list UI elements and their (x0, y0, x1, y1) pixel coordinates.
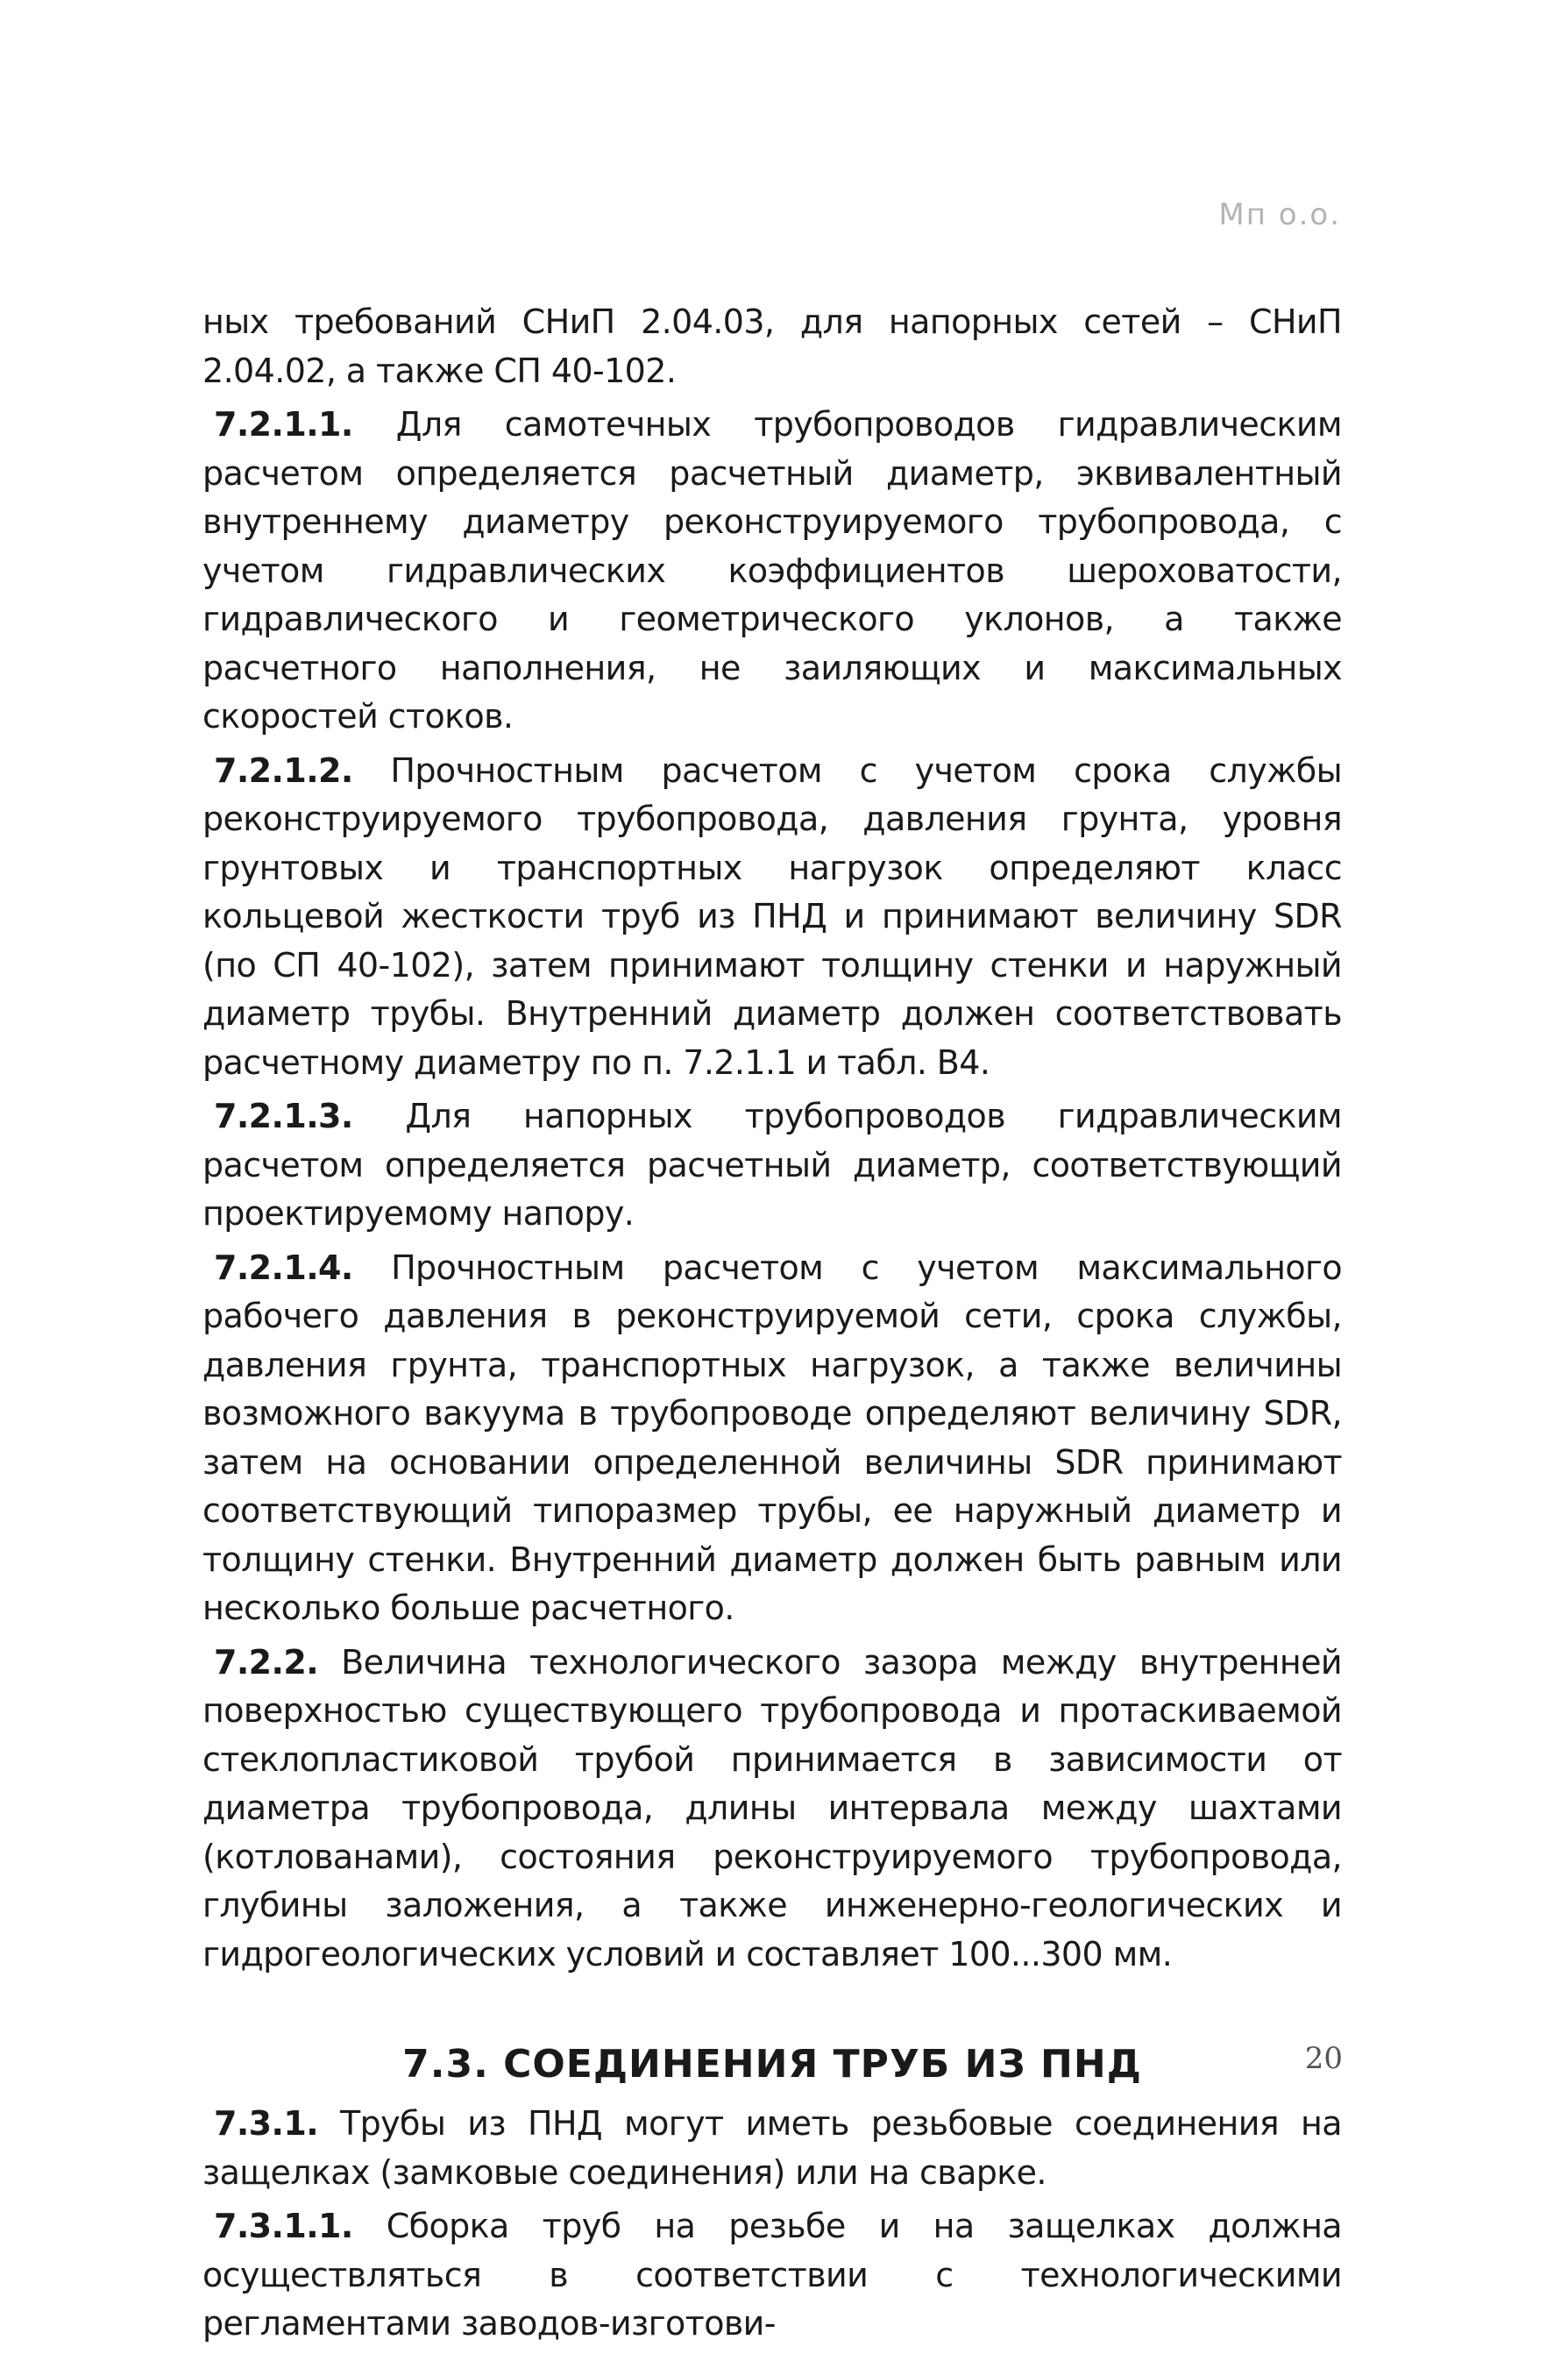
paragraph-7-2-2 (202, 1639, 1342, 1980)
paragraph-text: Величина технологического зазора между внутренней поверхностью существующего трубопровода и протаскиваемой стеклопластиковой трубой принимается в зависимости от диаметра трубопровода, длины интервала между шахтами (котлованами), состояния реконструируемого трубопровода, глубины заложения, а также инженерно-геологических и гидрогеологических условий и составляет 100...300 мм. (202, 1642, 1342, 1974)
clause-number: 7.3.1. (214, 2104, 319, 2143)
clause-number: 7.2.1.4. (214, 1248, 353, 1287)
page-body (202, 298, 1342, 2354)
clause-number: 7.2.1.2. (214, 750, 353, 790)
paragraph-text: Прочностным расчетом с учетом максимального рабочего давления в реконструируемой сети, срока службы, давления грунта, транспортных нагрузок, а также величины возможного вакуума в трубопроводе определяют величину SDR, затем на основании определенной величины SDR принимают соответствующий типоразмер трубы, ее наружный диаметр и толщину стенки. Внутренний диаметр должен быть равным или несколько больше расчетного. (202, 1248, 1342, 1627)
paragraph-text: Прочностным расчетом с учетом срока службы реконструируемого трубопровода, давления грунта, уровня грунтовых и транспортных нагрузок определяют класс кольцевой жесткости труб из ПНД и принимают величину SDR (по СП 40-102), затем принимают толщину стенки и наружный диаметр трубы. Внутренний диаметр должен соответствовать расчетному диаметру по п. 7.2.1.1 и табл. В4. (202, 750, 1343, 1082)
paragraph-7-2-1-2 (202, 747, 1342, 1088)
page-number: 20 (1304, 2041, 1343, 2076)
paragraph-text: Сборка труб на резьбе и на защелках должна осуществляться в соответствии с технологическими регламентами заводов-изготови- (202, 2207, 1342, 2343)
paragraph-text: Для напорных трубопроводов гидравлическим расчетом определяется расчетный диаметр, соответствующий проектируемому напору. (202, 1097, 1342, 1233)
paragraph-7-2-1-1 (202, 401, 1342, 742)
clause-number: 7.2.1.1. (214, 405, 353, 444)
paragraph-text: Трубы из ПНД могут иметь резьбовые соединения на защелках (замковые соединения) или на сварке. (202, 2104, 1342, 2192)
paragraph-intro (202, 298, 1342, 395)
paragraph-text: ных требований СНиП 2.04.03, для напорных сетей – СНиП 2.04.02, а также СП 40-102. (202, 302, 1342, 390)
paragraph-7-2-1-4 (202, 1244, 1342, 1633)
section-heading: 7.3. СОЕДИНЕНИЯ ТРУБ ИЗ ПНД (402, 2042, 1142, 2087)
paragraph-7-3-1 (202, 2100, 1342, 2197)
clause-number: 7.2.2. (214, 1642, 319, 1682)
paragraph-text: Для самотечных трубопроводов гидравлическим расчетом определяется расчетный диаметр, эквивалентный внутреннему диаметру реконструируемого трубопровода, с учетом гидравлических коэффициентов шероховатости, гидравлического и геометрического уклонов, а также расчетного наполнения, не заиляющих и максимальных скоростей стоков. (202, 405, 1343, 736)
running-head: Мп о.о. (1218, 197, 1341, 232)
paragraph-7-3-1-1 (202, 2202, 1342, 2349)
clause-number: 7.3.1.1. (214, 2207, 353, 2245)
paragraph-7-2-1-3 (202, 1092, 1342, 1239)
clause-number: 7.2.1.3. (214, 1097, 353, 1135)
